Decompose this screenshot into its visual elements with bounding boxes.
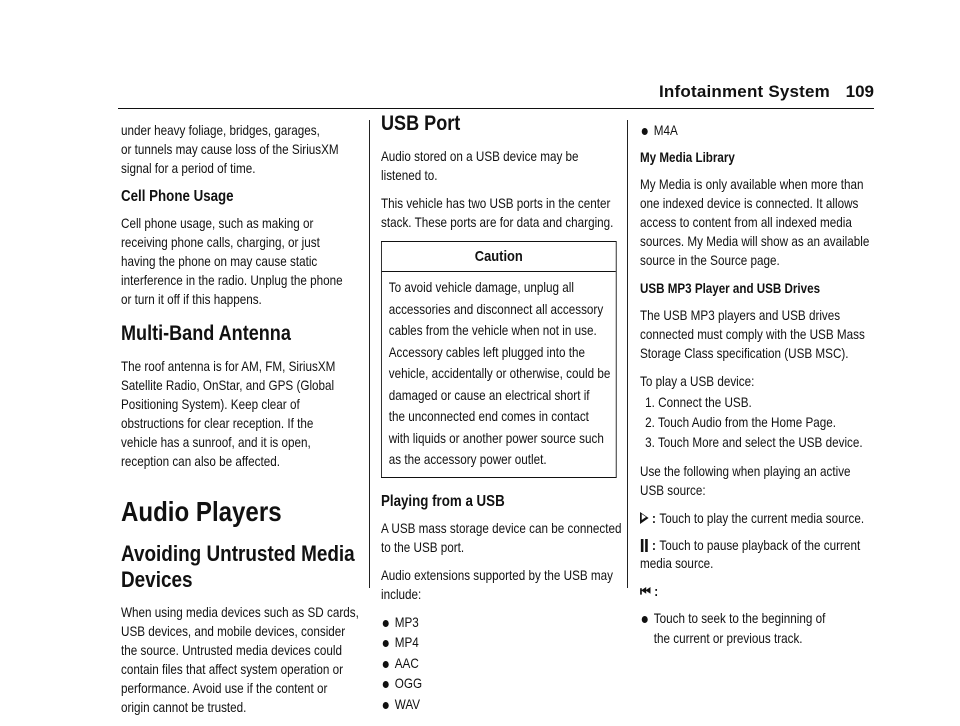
cell-phone-heading: Cell Phone Usage (121, 188, 234, 205)
list-item: 3. Touch More and select the USB device. (645, 434, 863, 450)
bullet-icon (642, 128, 648, 135)
column-divider-2 (627, 120, 628, 588)
format-list-continued (640, 121, 872, 142)
column-2 (381, 112, 622, 721)
antenna-paragraph: The roof antenna is for AM, FM, SiriusXM Satellite Radio, OnStar, and GPS (Global Positioning System). Keep clear of obstructions for clear reception. If the vehicle has a sunroof, and it is open, reception can also be affected. (121, 359, 336, 469)
caution-box (381, 241, 617, 478)
header-rule (118, 108, 874, 109)
pause-control-row: : Touch to pause playback of the current (640, 536, 872, 555)
list-item: M4A (640, 121, 872, 142)
column-divider-1 (369, 120, 370, 588)
list-item: AAC (381, 654, 617, 675)
pause-icon (640, 539, 649, 552)
play-control-row: : Touch to play the current media source. (640, 509, 872, 528)
usb-port-paragraph-2: This vehicle has two USB ports in the center stack. These ports are for data and charging. (381, 196, 614, 230)
bullet-icon (383, 640, 389, 647)
chapter-heading: Audio Players (121, 496, 282, 527)
list-item: WAV (381, 695, 617, 716)
caution-text: To avoid vehicle damage, unplug all accessories and disconnect all accessory cables from the vehicle when not in use. Accessory cables left plugged into the vehicle, accidentally or otherwise, could be damaged or cause an electrical short if the unconnected end comes in contact with liquids or another power source such as the accessory power outlet. (388, 280, 611, 467)
seek-list (640, 609, 872, 650)
bullet-icon (383, 702, 389, 709)
column-1 (121, 121, 359, 726)
list-item: OGG (381, 674, 617, 695)
playing-usb-paragraph-2: Audio extensions supported by the USB may include: (381, 567, 613, 602)
untrusted-media-heading: Avoiding Untrusted Media Devices (121, 541, 355, 592)
steps-list (645, 393, 872, 453)
mp3-player-heading: USB MP3 Player and USB Drives (640, 280, 821, 296)
mp3-player-paragraph: The USB MP3 players and USB drives connected must comply with the USB Mass Storage Class specification (USB MSC). (640, 307, 865, 361)
playing-usb-paragraph-1: A USB mass storage device can be connected to the USB port. (381, 520, 622, 555)
pause-description: Touch to pause playback of the current (659, 537, 861, 553)
page-header (0, 82, 960, 106)
intro-paragraph: under heavy foliage, bridges, garages, or tunnels may cause loss of the SiriusXM signal for a period of time. (121, 123, 339, 176)
list-item: 1. Connect the USB. (645, 394, 752, 410)
playing-usb-heading: Playing from a USB (381, 492, 505, 510)
play-usb-intro: To play a USB device: (640, 373, 755, 389)
usb-port-paragraph-1: Audio stored on a USB device may be listened to. (381, 149, 579, 183)
seek-back-icon: ⏮ (640, 582, 651, 599)
list-item: MP3 (381, 613, 617, 634)
bullet-icon (642, 616, 648, 623)
list-item: MP4 (381, 633, 617, 654)
column-3 (640, 121, 872, 656)
active-source-intro: Use the following when playing an active USB source: (640, 463, 851, 498)
list-item: Touch to seek to the beginning of the current or previous track. (640, 609, 838, 650)
running-header-title: Infotainment System (659, 82, 830, 101)
media-library-heading: My Media Library (640, 149, 735, 165)
cell-phone-paragraph: Cell phone usage, such as making or receiving phone calls, charging, or just having the phone on may cause static interference in the radio. Unplug the phone or turn it off if this happens. (121, 216, 343, 307)
seek-control-row: ⏮ : (640, 582, 659, 599)
bullet-icon (383, 620, 389, 627)
pause-description-cont: media source. (640, 555, 714, 571)
bullet-icon (383, 661, 389, 668)
play-icon (640, 512, 649, 524)
list-item: 2. Touch Audio from the Home Page. (645, 414, 837, 430)
media-library-paragraph: My Media is only available when more than one indexed device is connected. It allows access to content from all indexed media sources. My Media will show as an available source in the Source page. (640, 176, 870, 268)
format-list (381, 613, 617, 716)
play-description: Touch to play the current media source. (659, 510, 865, 526)
untrusted-media-paragraph: When using media devices such as SD cards, USB devices, and mobile devices, consider the source. Untrusted media devices could contain files that affect system operation or performance. Avoid use if the content or origin cannot be trusted. (121, 605, 359, 715)
usb-port-heading: USB Port (381, 112, 461, 135)
antenna-heading: Multi-Band Antenna (121, 322, 291, 345)
bullet-icon (383, 681, 389, 688)
page-number: 109 (845, 82, 874, 101)
caution-title: Caution (382, 242, 616, 272)
